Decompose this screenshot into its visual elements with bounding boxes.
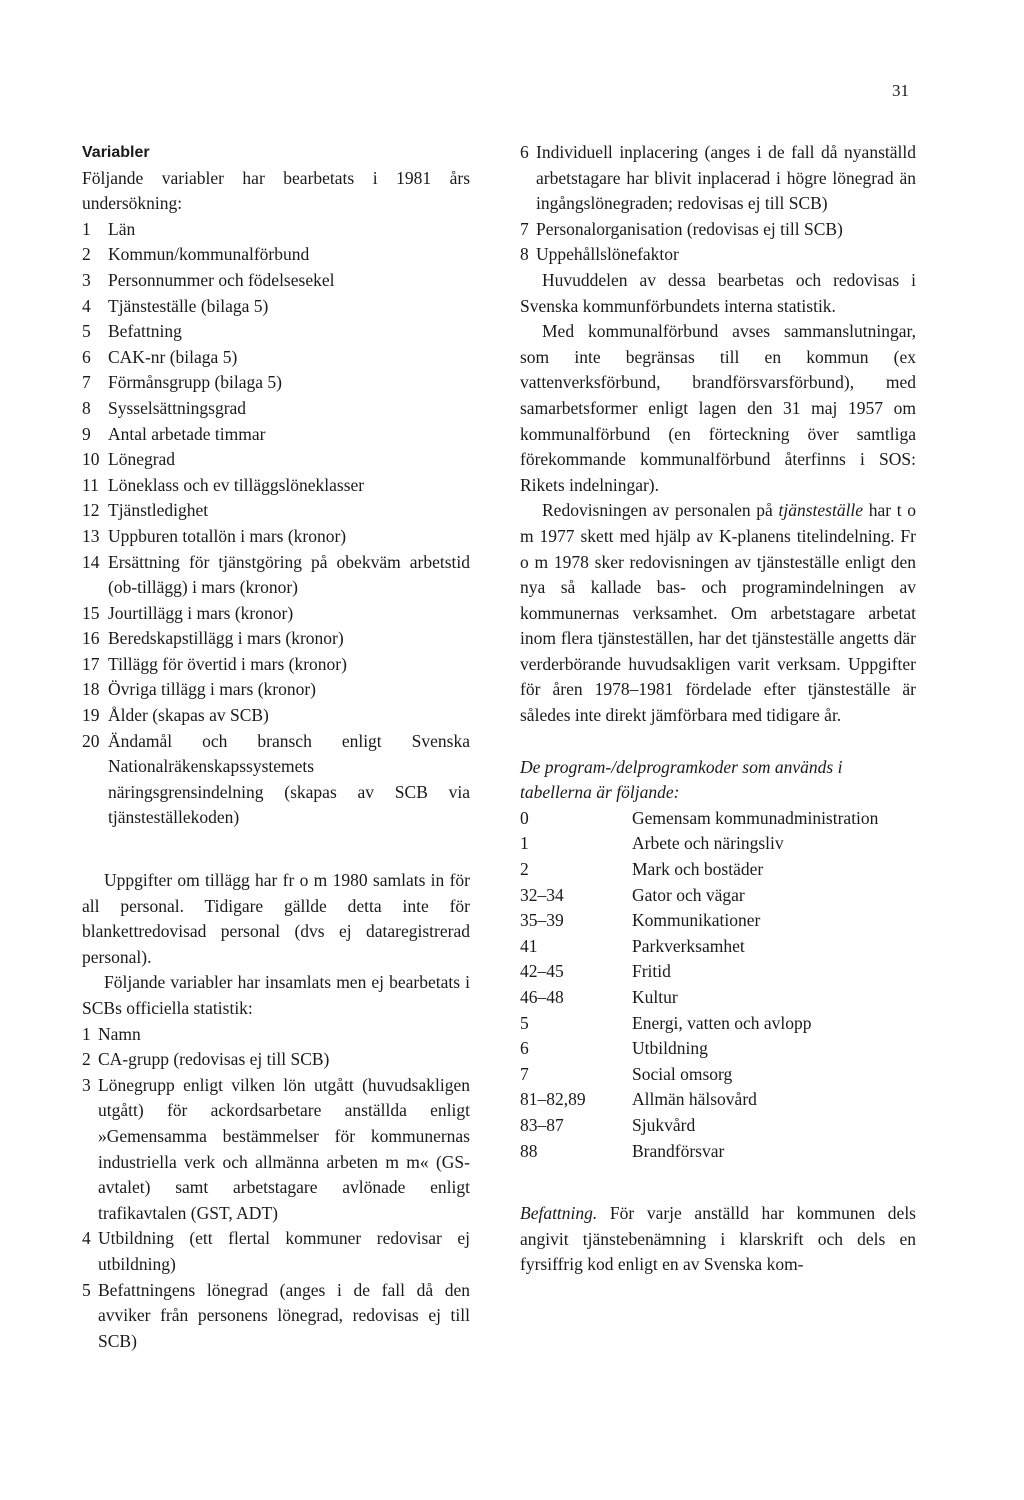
continued-variables-list [520, 140, 916, 268]
item-text: Kommun/kommunalförbund [108, 244, 310, 265]
item-number: 4 [82, 1228, 91, 1249]
item-text: CA-grupp (redovisas ej till SCB) [98, 1049, 330, 1070]
list-item [82, 1278, 470, 1355]
item-number: 5 [82, 321, 91, 342]
item-number: 8 [82, 397, 91, 418]
item-number: 1 [82, 1023, 91, 1044]
paragraph-text: Redovisningen av personalen på [542, 500, 779, 521]
unprocessed-variables-list [82, 1022, 470, 1355]
program-label: Energi, vatten och avlopp [632, 1012, 812, 1033]
item-number: 2 [82, 1049, 91, 1070]
befattning-label: Befattning. [520, 1203, 598, 1224]
code-row [520, 857, 916, 883]
program-code: 81–82,89 [520, 1089, 586, 1110]
internal-statistics-paragraph: Huvuddelen av dessa bearbetas och redovisas i Svenska kommunförbundets interna statistik. [520, 269, 916, 316]
program-code: 2 [520, 859, 529, 880]
list-item [82, 319, 470, 345]
item-text: Jourtillägg i mars (kronor) [108, 602, 294, 623]
item-text: Antal arbetade timmar [108, 423, 266, 444]
list-item [82, 703, 470, 729]
code-row [520, 1036, 916, 1062]
program-code: 6 [520, 1038, 529, 1059]
item-text: Uppehållslönefaktor [536, 244, 679, 265]
page-number: 31 [892, 81, 909, 100]
item-text: Befattningens lönegrad (anges i de fall då den avviker från personens lönegrad, redovisas ej till SCB) [98, 1279, 470, 1351]
program-label: Kommunikationer [632, 910, 761, 931]
program-label: Brandförsvar [632, 1140, 725, 1161]
list-item [82, 498, 470, 524]
item-number: 9 [82, 423, 91, 444]
program-code: 35–39 [520, 910, 564, 931]
code-row [520, 883, 916, 909]
item-text: CAK-nr (bilaga 5) [108, 346, 238, 367]
kommunalforbund-paragraph: Med kommunalförbund avses sammanslutningar, som inte begränsas till en kommun (ex vattenverksförbund, brandförsvarsförbund), med samarbetsformer enligt lagen den 31 maj 1957 om kommunalförbund (en förteckning över samtliga förekommande kommunalförbund återfinns i SOS: Rikets indelningar). [520, 321, 916, 495]
processed-variables-list [82, 217, 470, 831]
item-text: Namn [98, 1023, 141, 1044]
item-text: Sysselsättningsgrad [108, 397, 247, 418]
list-item [82, 550, 470, 601]
item-text: Övriga tillägg i mars (kronor) [108, 679, 317, 700]
list-item [82, 1022, 470, 1048]
program-label: Allmän hälsovård [632, 1089, 757, 1110]
code-row [520, 806, 916, 832]
paragraph-text: har t o m 1977 skett med hjälp av K-planens titelindelning. Fr o m 1978 sker redovisningen av tjänsteställe enligt den nya så kallade bas- och programindelningen av kommunernas verksamhet. Om arbetstagare arbetat inom flera tjänsteställen, har det tjänsteställe angetts där verderbörande huvudsakligen varit verksam. Uppgifter för åren 1978–1981 fördelade efter tjänsteställe är således inte direkt jämförbara med tidigare år. [520, 500, 917, 726]
program-label: Arbete och näringsliv [632, 833, 784, 854]
item-number: 20 [82, 730, 100, 751]
list-item [82, 294, 470, 320]
item-text: Beredskapstillägg i mars (kronor) [108, 628, 344, 649]
item-number: 10 [82, 449, 100, 470]
program-label: Sjukvård [632, 1114, 696, 1135]
item-number: 19 [82, 705, 100, 726]
item-number: 3 [82, 269, 91, 290]
program-code: 83–87 [520, 1114, 564, 1135]
program-code: 88 [520, 1140, 538, 1161]
list-item [82, 652, 470, 678]
code-row [520, 1011, 916, 1037]
item-number: 16 [82, 628, 100, 649]
list-item [82, 729, 470, 831]
item-number: 6 [520, 142, 529, 162]
right-column [520, 140, 916, 1278]
item-text: Tillägg för övertid i mars (kronor) [108, 653, 347, 674]
item-number: 14 [82, 551, 100, 572]
list-item [82, 473, 470, 499]
intro-paragraph: Följande variabler har bearbetats i 1981 års undersökning: [82, 167, 470, 214]
code-row [520, 1139, 916, 1165]
list-item [82, 1226, 470, 1277]
item-text: Ersättning för tjänstgöring på obekväm arbetstid (ob-tillägg) i mars (kronor) [108, 551, 470, 598]
program-code: 32–34 [520, 884, 564, 905]
item-number: 6 [82, 346, 91, 367]
list-item [82, 217, 470, 243]
item-number: 7 [82, 372, 91, 393]
item-number: 11 [82, 474, 99, 495]
item-number: 5 [82, 1279, 91, 1300]
list-item [82, 1073, 470, 1227]
program-code: 1 [520, 833, 529, 854]
code-row [520, 1087, 916, 1113]
item-text: Personnummer och födelsesekel [108, 269, 335, 290]
item-text: Löneklass och ev tilläggslöneklasser [108, 474, 365, 495]
paragraph-text: För varje anställd har kommunen dels angivit tjänstebenämning i klarskrift och dels en fyrsiffrig kod enligt en av Svenska kom- [520, 1203, 916, 1275]
code-row [520, 985, 916, 1011]
list-item [82, 422, 470, 448]
list-item [82, 447, 470, 473]
item-text: Lönegrupp enligt vilken lön utgått (huvudsakligen utgått) för ackordsarbetare anställda enligt »Gemensamma bestämmelser för kommunernas industriella verk och allmänna arbeten m m« (GS-avtalet) samt arbetstagare avlönade enligt trafikavtalen (GST, ADT) [98, 1074, 470, 1223]
list-item [520, 242, 916, 268]
code-row [520, 908, 916, 934]
item-text: Ändamål och bransch enligt Svenska Nationalräkenskapssystemets näringsgrensindelning (skapas av SCB via tjänsteställekoden) [108, 730, 470, 828]
item-text: Förmånsgrupp (bilaga 5) [108, 372, 282, 393]
list-item [520, 140, 916, 217]
program-codes-table [520, 806, 916, 1164]
item-number: 17 [82, 653, 100, 674]
supplements-paragraph: Uppgifter om tillägg har fr o m 1980 samlats in för all personal. Tidigare gällde detta inte för blankettredovisad personal (dvs ej dataregistrerad personal). [82, 870, 470, 967]
list-item [82, 396, 470, 422]
program-code: 7 [520, 1063, 529, 1084]
item-text: Personalorganisation (redovisas ej till SCB) [536, 218, 843, 239]
program-label: Utbildning [632, 1038, 708, 1059]
program-code: 0 [520, 807, 529, 828]
item-text: Lönegrad [108, 449, 176, 470]
program-label: Gemensam kommunadministration [632, 807, 879, 828]
program-label: Social omsorg [632, 1063, 733, 1084]
item-number: 8 [520, 244, 529, 265]
list-item [82, 370, 470, 396]
program-label: Gator och vägar [632, 884, 745, 905]
program-code: 5 [520, 1012, 529, 1033]
item-text: Uppburen totallön i mars (kronor) [108, 525, 347, 546]
item-text: Län [108, 218, 136, 239]
program-code: 42–45 [520, 961, 564, 982]
tjanstestalle-paragraph [520, 498, 916, 728]
item-text: Tjänsteställe (bilaga 5) [108, 295, 269, 316]
item-text: Individuell inplacering (anges i de fall då nyanställd arbetstagare har blivit inplacerad i högre lönegrad än ingångslönegraden; redovisas ej till SCB) [536, 142, 916, 214]
unprocessed-intro-paragraph: Följande variabler har insamlats men ej bearbetats i SCBs officiella statistik: [82, 972, 470, 1018]
list-item [82, 242, 470, 268]
italic-term: tjänsteställe [778, 500, 864, 521]
program-code: 46–48 [520, 987, 564, 1007]
list-item [82, 268, 470, 294]
item-text: Ålder (skapas av SCB) [108, 705, 269, 726]
item-text: Utbildning (ett flertal kommuner redovisar ej utbildning) [98, 1228, 470, 1274]
item-number: 12 [82, 500, 100, 521]
left-column [82, 140, 470, 1354]
item-number: 1 [82, 218, 91, 239]
item-number: 13 [82, 525, 100, 546]
codes-intro: De program-/delprogramkoder som används i tabellerna är följande: [520, 756, 843, 803]
list-item [520, 217, 916, 243]
item-number: 2 [82, 244, 91, 265]
list-item [82, 524, 470, 550]
item-number: 7 [520, 218, 529, 239]
program-label: Kultur [632, 987, 678, 1007]
program-code: 41 [520, 935, 538, 956]
code-row [520, 934, 916, 960]
code-row [520, 1113, 916, 1139]
list-item [82, 677, 470, 703]
item-number: 3 [82, 1074, 91, 1095]
item-text: Tjänstledighet [108, 500, 209, 521]
section-heading: Variabler [82, 144, 150, 161]
befattning-paragraph [520, 1201, 916, 1278]
program-label: Mark och bostäder [632, 859, 764, 880]
list-item [82, 601, 470, 627]
list-item [82, 345, 470, 371]
item-number: 15 [82, 602, 100, 623]
code-row [520, 831, 916, 857]
list-item [82, 626, 470, 652]
list-item [82, 1047, 470, 1073]
item-number: 4 [82, 295, 91, 316]
program-label: Fritid [632, 961, 671, 982]
code-row [520, 1062, 916, 1088]
code-row [520, 959, 916, 985]
program-label: Parkverksamhet [632, 935, 745, 956]
item-number: 18 [82, 679, 100, 700]
item-text: Befattning [108, 321, 182, 342]
